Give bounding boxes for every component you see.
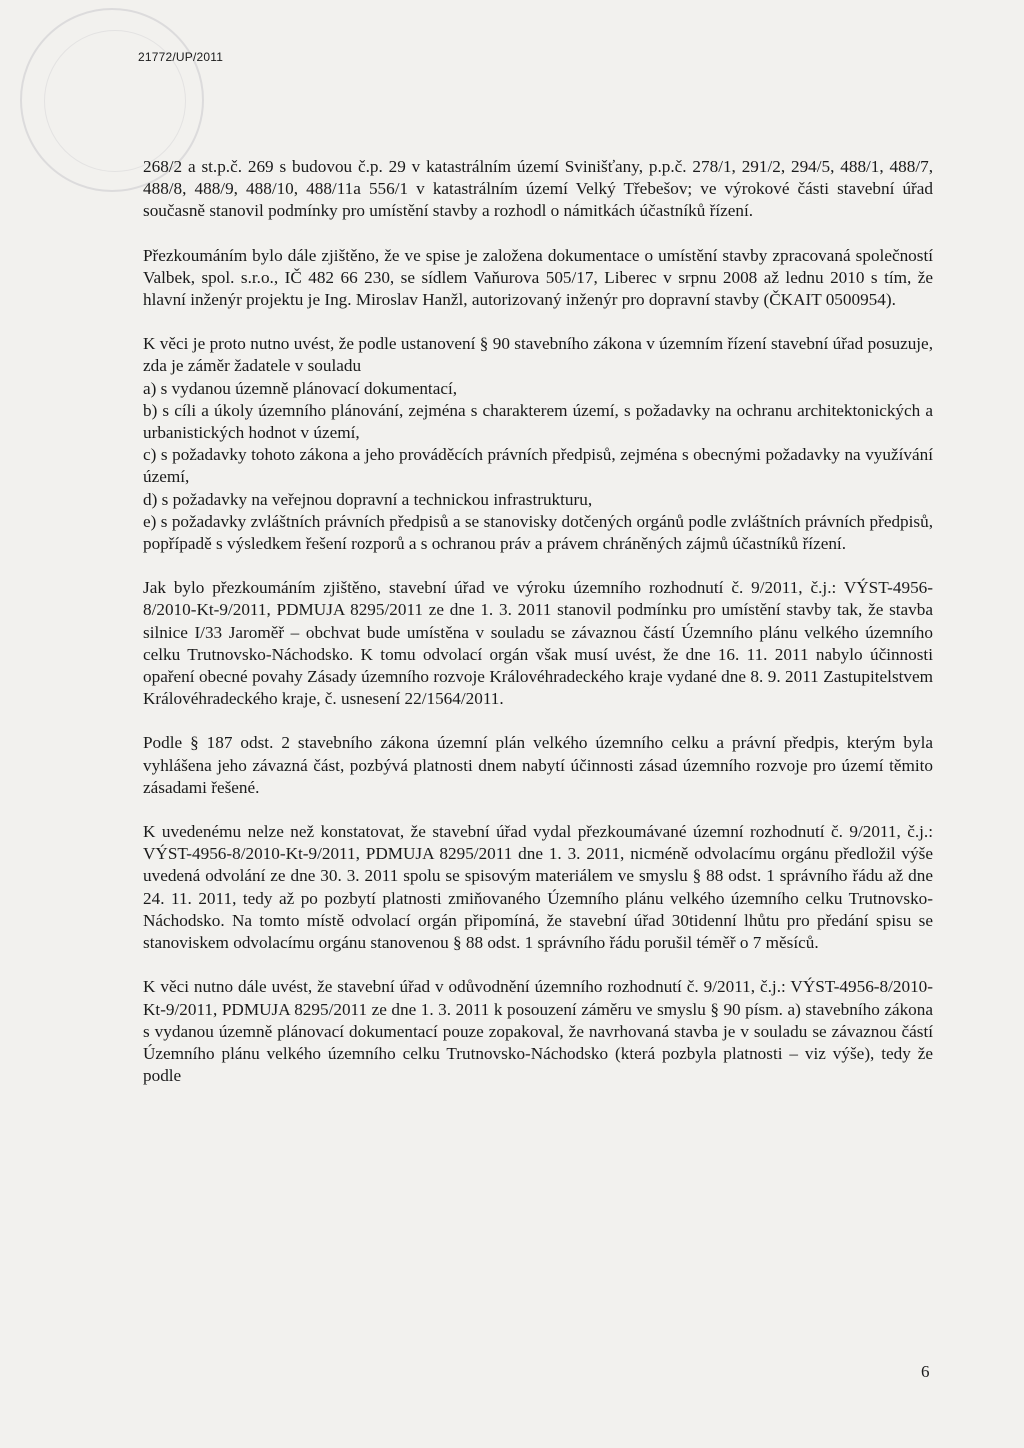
paragraph-6: K uvedenému nelze než konstatovat, že stavební úřad vydal přezkoumávané územní rozhodnutí č. 9/2011, č.j.: VÝST-4956-8/2010-Kt-9/2011, PDMUJA 8295/2011 dne 1. 3. 2011, nicméně odvolacímu orgánu předložil výše uvedená odvolání ze dne 30. 3. 2011 spolu se spisovým materiálem ve smyslu § 88 odst. 1 správního řádu až dne 24. 11. 2011, tedy až po pozbytí platnosti zmiňovaného Územního plánu velkého územního celku Trutnovsko-Náchodsko. Na tomto místě odvolací orgán připomíná, že stavební úřad 30tidenní lhůtu pro předání spisu se stanoviskem odvolacímu orgánu stanovenou § 88 odst. 1 správního řádu porušil téměř o 7 měsíců. (143, 822, 933, 953)
list-item-d: d) s požadavky na veřejnou dopravní a technickou infrastrukturu, (143, 489, 593, 509)
paragraph-2: Přezkoumáním bylo dále zjištěno, že ve spise je založena dokumentace o umístění stavby zpracovaná společností Valbek, spol. s.r.o., IČ 482 66 230, se sídlem Vaňurova 505/17, Liberec v srpnu 2008 až lednu 2010 s tím, že hlavní inženýr projektu je Ing. Miroslav Hanžl, autorizovaný inženýr pro dopravní stavby (ČKAIT 0500954). (143, 245, 933, 310)
list-item-a: a) s vydanou územně plánovací dokumentací, (143, 378, 458, 398)
paragraph-5: Podle § 187 odst. 2 stavebního zákona územní plán velkého územního celku a právní předpis, kterým byla vyhlášena jeho závazná část, pozbývá platnosti dnem nabytí účinnosti zásad územního rozvoje pro území těmito zásadami řešené. (143, 733, 933, 797)
document-reference-number: 21772/UP/2011 (138, 50, 224, 64)
page-number: 6 (921, 1362, 930, 1381)
document-body (143, 156, 933, 1109)
paragraph-1: 268/2 a st.p.č. 269 s budovou č.p. 29 v katastrálním území Svinišťany, p.p.č. 278/1, 291/2, 294/5, 488/1, 488/7, 488/8, 488/9, 488/10, 488/11a 556/1 v katastrálním území Velký Třebešov; ve výrokové části stavební úřad současně stanovil podmínky pro umístění stavby a rozhodl o námitkách účastníků řízení. (143, 157, 933, 221)
list-item-e: e) s požadavky zvláštních právních předpisů a se stanovisky dotčených orgánů podle zvláštních právních předpisů, popřípadě s výsledkem řešení rozporů a s ochranou práv a právem chráněných zájmů účastníků řízení. (143, 511, 933, 554)
list-item-c: c) s požadavky tohoto zákona a jeho prováděcích právních předpisů, zejména s obecnými požadavky na využívání území, (143, 445, 933, 487)
list-item-b: b) s cíli a úkoly územního plánování, zejména s charakterem území, s požadavky na ochranu architektonických a urbanistických hodnot v území, (143, 400, 933, 443)
paragraph-7: K věci nutno dále uvést, že stavební úřad v odůvodnění územního rozhodnutí č. 9/2011, č.j.: VÝST-4956-8/2010-Kt-9/2011, PDMUJA 8295/2011 ze dne 1. 3. 2011 k posouzení záměru ve smyslu § 90 písm. a) stavebního zákona s vydanou územně plánovací dokumentací pouze zopakoval, že navrhovaná stavba je v souladu se závaznou částí Územního plánu velkého územního celku Trutnovsko-Náchodsko (která pozbyla platnosti – viz výše), tedy že podle (143, 977, 933, 1086)
paragraph-3-intro: K věci je proto nutno uvést, že podle ustanovení § 90 stavebního zákona v územním řízení stavební úřad posuzuje, zda je záměr žadatele v souladu (143, 334, 933, 376)
paragraph-4: Jak bylo přezkoumáním zjištěno, stavební úřad ve výroku územního rozhodnutí č. 9/2011, č.j.: VÝST-4956-8/2010-Kt-9/2011, PDMUJA 8295/2011 ze dne 1. 3. 2011 stanovil podmínku pro umístění stavby tak, že stavba silnice I/33 Jaroměř – obchvat bude umístěna v souladu se závaznou částí Územního plánu velkého územního celku Trutnovsko-Náchodsko. K tomu odvolací orgán však musí uvést, že dne 16. 11. 2011 nabylo účinnosti opaření obecné povahy Zásady územního rozvoje Královéhradeckého kraje vydané dne 8. 9. 2011 Zastupitelstvem Královéhradeckého kraje, č. usnesení 22/1564/2011. (143, 578, 933, 709)
